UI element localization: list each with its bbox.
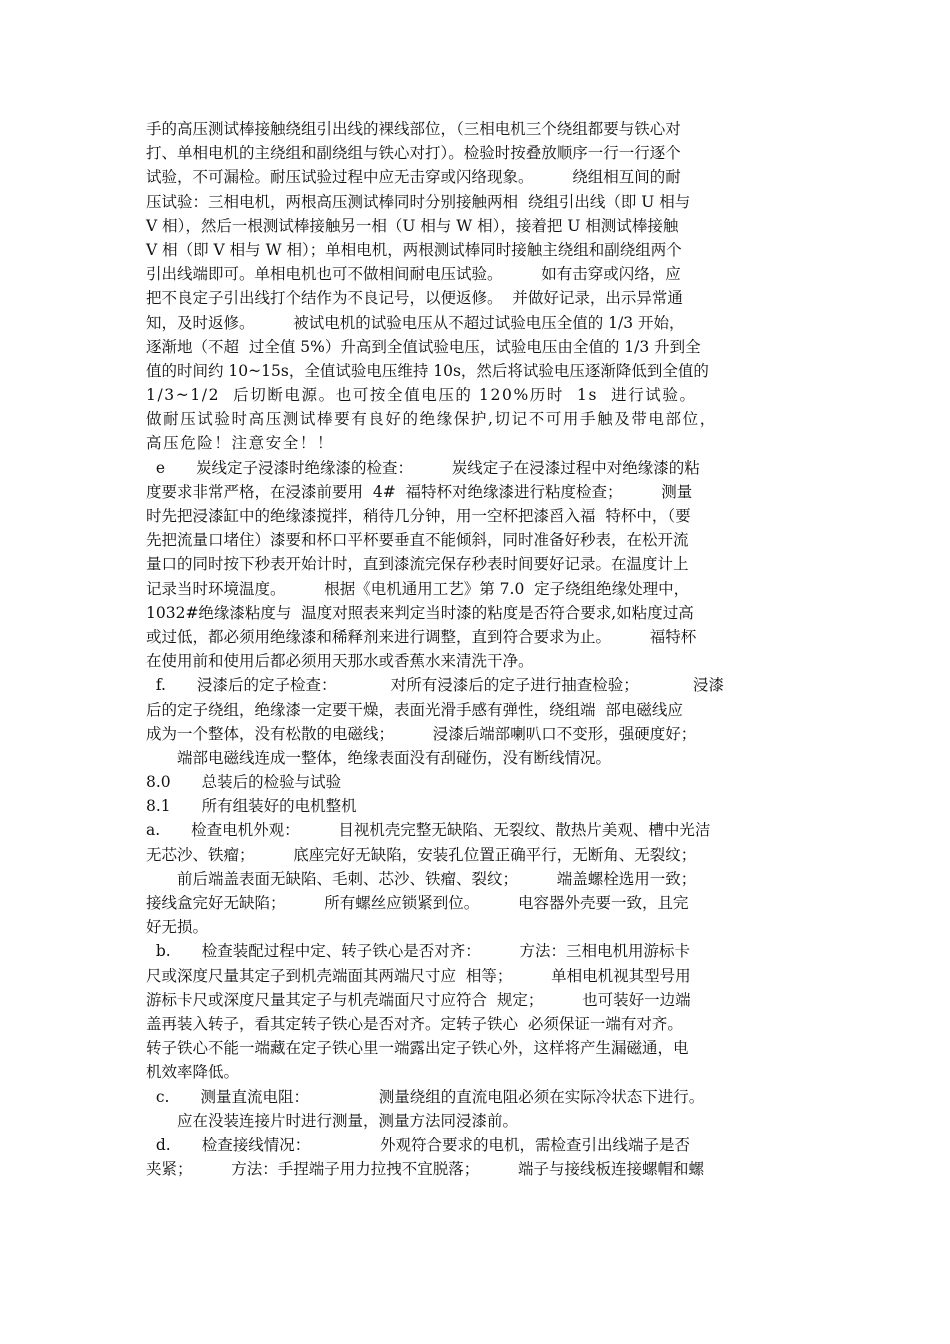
text-line: 手的高压测试棒接触绕组引出线的裸线部位，（三相电机三个绕组都要与铁心对 (146, 120, 681, 138)
text-line: 前后端盖表面无缺陷、毛刺、芯沙、铁瘤、裂纹； 端盖螺栓选用一致； (146, 869, 697, 888)
text-line: 试验，不可漏检。耐压试验过程中应无击穿或闪络现象。 绕组相互间的耐 (146, 168, 681, 187)
section-8-1-heading: 8.1 所有组装好的电机整机 (146, 797, 357, 816)
text-line: 压试验：三相电机，两根高压测试棒同时分别接触两相 绕组引出线（即 U 相与 (146, 192, 691, 211)
text-line: 应在没装连接片时进行测量，测量方法同浸漆前。 (146, 1111, 519, 1130)
text-line: 引出线端即可。单相电机也可不做相间耐电压试验。 如有击穿或闪络，应 (146, 265, 681, 284)
text-line: 先把流量口堵住）漆要和杯口平杯要垂直不能倾斜，同时准备好秒表，在松开流 (146, 531, 689, 550)
text-line: 接线盒完好无缺陷； 所有螺丝应锁紧到位。 电容器外壳要一致，且完 (146, 894, 689, 912)
document-body (146, 117, 826, 1181)
text-line: 游标卡尺或深度尺量其定子与机壳端面尺寸应符合 规定； 也可装好一边端 (146, 990, 691, 1009)
text-line: 夹紧； 方法：手捏端子用力拉拽不宜脱落； 端子与接线板连接螺帽和螺 (146, 1160, 705, 1179)
text-line: 时先把浸漆缸中的绝缘漆搅拌，稍待几分钟，用一空杯把漆舀入福 特杯中，（要 (146, 507, 691, 525)
text-line: 机效率降低。 (146, 1063, 240, 1082)
text-line: 端部电磁线连成一整体，绝缘表面没有刮碰伤，没有断线情况。 (146, 748, 612, 767)
text-line: 好无损。 (146, 918, 209, 937)
text-line: 记录当时环境温度。 根据《电机通用工艺》第 7.0 定子绕组绝缘处理中， (146, 579, 690, 598)
text-line: 转子铁心不能一端藏在定子铁心里一端露出定子铁心外，这样将产生漏磁通，电 (146, 1039, 689, 1058)
text-line: 无芯沙、铁瘤； 底座完好无缺陷，安装孔位置正确平行，无断角、无裂纹； (146, 845, 697, 864)
text-line: 知，及时返修。 被试电机的试验电压从不超过试验电压全值的 1/3 开始， (146, 313, 685, 332)
text-line: 值的时间约 10~15s，全值试验电压维持 10s，然后将试验电压逐渐降低到全值的 (146, 361, 709, 380)
section-e-heading: e 炭线定子浸漆时绝缘漆的检查： 炭线定子在浸漆过程中对绝缘漆的粘 (146, 458, 700, 477)
text-line: 打、单相电机的主绕组和副绕组与铁心对打）。检验时按叠放顺序一行一行逐个 (146, 144, 681, 163)
text-line: V 相（即 V 相与 W 相）；单相电机，两根测试棒同时接触主绕组和副绕组两个 (146, 240, 682, 259)
text-line: 或过低，都必须用绝缘漆和稀释剂来进行调整，直到符合要求为止。 福特杯 (146, 627, 697, 646)
text-line: 在使用前和使用后都必须用天那水或香蕉水来清洗干净。 (146, 652, 534, 671)
item-d-heading: d. 检查接线情况： 外观符合要求的电机，需检查引出线端子是否 (146, 1135, 690, 1154)
text-line: 1/3~1/2 后切断电源。也可按全值电压的 120%历时 1s 进行试验。 (146, 386, 697, 405)
text-line: 逐渐地（不超 过全值 5%）升高到全值试验电压，试验电压由全值的 1/3 升到全 (146, 337, 701, 356)
warning-line: 高压危险！注意安全！！ (146, 434, 335, 453)
text-line: 后的定子绕组，绝缘漆一定要干燥，表面光滑手感有弹性，绕组端 部电磁线应 (146, 700, 683, 719)
text-line: 度要求非常严格，在浸漆前要用 4# 福特杯对绝缘漆进行粘度检查； 测量 (146, 482, 693, 501)
section-f-heading: f. 浸漆后的定子检查： 对所有浸漆后的定子进行抽查检验； 浸漆 (146, 676, 724, 695)
item-a-heading: a. 检查电机外观： 目视机壳完整无缺陷、无裂纹、散热片美观、槽中光洁 (146, 821, 711, 840)
text-line: V 相），然后一根测试棒接触另一相（U 相与 W 相），接着把 U 相测试棒接触 (146, 216, 679, 235)
warning-line: 做耐压试验时高压测试棒要有良好的绝缘保护,切记不可用手触及带电部位， (146, 410, 717, 429)
item-c-heading: c. 测量直流电阻： 测量绕组的直流电阻必须在实际冷状态下进行。 (146, 1087, 705, 1106)
text-line: 把不良定子引出线打个结作为不良记号，以便返修。 并做好记录，出示异常通 (146, 289, 683, 308)
text-line: 盖再装入转子，看其定转子铁心是否对齐。定转子铁心 必须保证一端有对齐。 (146, 1014, 683, 1033)
item-b-heading: b. 检查装配过程中定、转子铁心是否对齐： 方法：三相电机用游标卡 (146, 942, 690, 961)
text-line: 尺或深度尺量其定子到机壳端面其两端尺寸应 相等； 单相电机视其型号用 (146, 966, 691, 985)
text-line: 成为一个整体，没有松散的电磁线； 浸漆后端部喇叭口不变形，强硬度好； (146, 724, 697, 743)
section-8-0-heading: 8.0 总装后的检验与试验 (146, 773, 342, 792)
text-line: 量口的同时按下秒表开始计时，直到漆流完保存秒表时间要好记录。在温度计上 (146, 555, 689, 574)
text-line: 1032#绝缘漆粘度与 温度对照表来判定当时漆的粘度是否符合要求,如粘度过高 (146, 603, 694, 622)
